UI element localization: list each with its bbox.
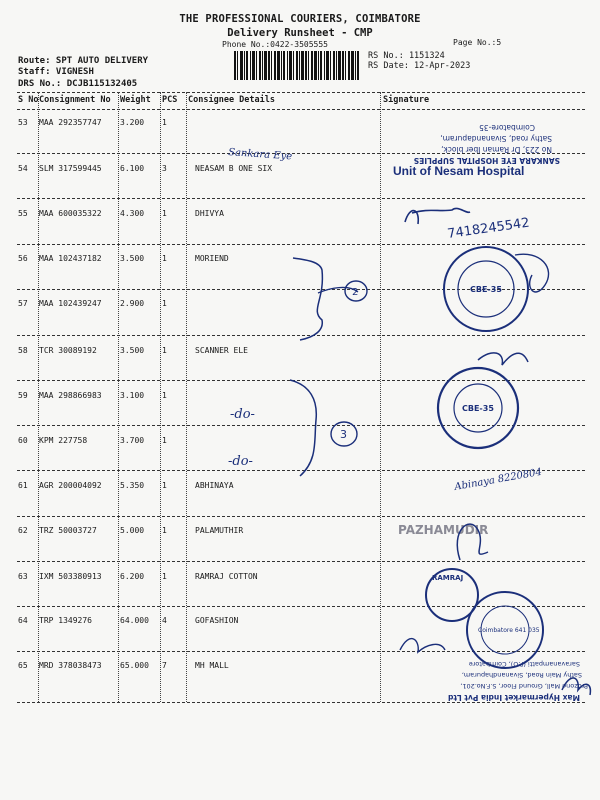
row-consignee: MORIEND: [195, 254, 229, 263]
row-sno: 56: [18, 254, 28, 263]
row-consignment: MAA 600035322: [39, 209, 102, 218]
bracket-rows56-57: [293, 258, 322, 340]
row-pcs: 1: [162, 346, 167, 355]
barcode-image: [233, 50, 361, 81]
row-pcs: 1: [162, 254, 167, 263]
row-rule: [17, 425, 585, 426]
row-rule: [17, 198, 585, 199]
row-consignment: MAA 102439247: [39, 299, 102, 308]
ramraj-stamp: [426, 569, 478, 621]
row-sno: 59: [18, 391, 28, 400]
signature-row64: [400, 639, 445, 652]
sankara-stamp-line2: No 223, Dr Raman Iber block,: [441, 145, 552, 154]
col-consignee: Consignee Details: [188, 95, 275, 105]
signature-row55: [405, 208, 470, 224]
row-rule: [17, 380, 585, 381]
signature-row65: [562, 678, 590, 695]
row-sno: 57: [18, 299, 28, 308]
circle-mark-3-label: 3: [340, 428, 347, 441]
row-pcs: 1: [162, 391, 167, 400]
row-rule: [17, 153, 585, 154]
sankara-stamp-line1: SANKARA EYE HOSPITAL SUPPLIES: [413, 156, 560, 165]
row-weight: 3.500: [120, 254, 145, 263]
signature-row61: Abinaya 8220804: [453, 466, 543, 493]
row-consignment: TRZ 50003727: [39, 526, 97, 535]
row-sno: 55: [18, 209, 28, 218]
company-title: THE PROFESSIONAL COURIERS, COIMBATORE: [179, 13, 421, 25]
coimbatore-seal: [467, 592, 543, 668]
row-consignee: ABHINAYA: [195, 481, 234, 490]
signature-row56: [515, 254, 549, 292]
row-consignment: AGR 200004092: [39, 481, 102, 490]
row-rule: [17, 470, 585, 471]
row-sno: 53: [18, 118, 28, 127]
col-separator: [186, 92, 187, 702]
rs-date: RS Date: 12-Apr-2023: [368, 61, 471, 71]
row-sno: 63: [18, 572, 28, 581]
coimbatore-seal-text: Coimbatore 641 035: [478, 627, 540, 634]
row-consignment: MRD 378038473: [39, 661, 102, 670]
row-consignee: NEASAM B ONE SIX: [195, 164, 273, 173]
row-consignee: DHIVYA: [195, 209, 224, 218]
row-pcs: 4: [162, 616, 167, 625]
row-sno: 58: [18, 346, 28, 355]
page-number: Page No.:5: [453, 38, 502, 47]
row-sno: 64: [18, 616, 28, 625]
table-header-rule: [17, 109, 585, 110]
row-weight: 65.000: [120, 661, 149, 670]
row-rule: [17, 516, 585, 517]
row-consignee: GOFASHION: [195, 616, 239, 625]
row-weight: 6.200: [120, 572, 145, 581]
col-sno: S No: [18, 95, 39, 105]
row-sno: 62: [18, 526, 28, 535]
signature-row62: [457, 524, 488, 560]
sankara-stamp-line4: Coimbatore-35: [479, 123, 535, 132]
handwritten-phone: 7418245542: [446, 215, 531, 242]
pazhamudir-stamp: PAZHAMUDIR: [398, 523, 489, 537]
row-weight: 3.100: [120, 391, 145, 400]
handwritten-do-row60: -do-: [228, 454, 253, 469]
row-rule: [17, 244, 585, 245]
row-weight: 64.000: [120, 616, 149, 625]
row-weight: 4.300: [120, 209, 145, 218]
coimbatore-seal-inner-ring: [481, 606, 529, 654]
row-rule: [17, 606, 585, 607]
max-stamp-line3: Sathy Main Road, Sivanandhapuram,: [461, 671, 582, 679]
row-sno: 54: [18, 164, 28, 173]
row-consignee: RAMRAJ COTTON: [195, 572, 258, 581]
route-label: Route: SPT AUTO DELIVERY: [18, 56, 149, 66]
row-rule: [17, 651, 585, 652]
sankara-stamp: [414, 123, 560, 165]
runsheet-title: Delivery Runsheet - CMP: [227, 27, 373, 39]
drs-number: DRS No.: DCJB115132405: [18, 79, 138, 89]
col-signature: Signature: [383, 95, 430, 105]
automation-stamp-cbe: CBE-35: [470, 285, 502, 294]
signature-row58: [478, 353, 528, 365]
row-consignment: MAA 292357747: [39, 118, 102, 127]
row-weight: 3.200: [120, 118, 145, 127]
row-weight: 5.350: [120, 481, 145, 490]
row-pcs: 1: [162, 118, 167, 127]
scanner-stamp-cbe: CBE-35: [462, 404, 494, 413]
row-consignee: MH MALL: [195, 661, 229, 670]
col-weight: Weight: [120, 95, 151, 105]
sankara-stamp-line3: Sathy road, Sivanandapuram,: [440, 134, 552, 143]
row-rule: [17, 335, 585, 336]
row-consignment: TCR 30089192: [39, 346, 97, 355]
circle-mark-2: [345, 281, 367, 301]
row-pcs: 1: [162, 481, 167, 490]
unit-nesam-stamp: Unit of Nesam Hospital: [393, 164, 525, 178]
max-stamp-line1: Max Hypermarket India Pvt Ltd: [448, 693, 580, 702]
table-bottom-rule: [17, 702, 585, 703]
bracket-rows59-60: [290, 380, 316, 476]
col-consignment: Consignment No: [39, 95, 111, 105]
row-pcs: 1: [162, 299, 167, 308]
rs-number: RS No.: 1151324: [368, 51, 445, 61]
max-hypermarket-stamp: [448, 660, 588, 702]
row-sno: 61: [18, 481, 28, 490]
max-stamp-line2: Prozone Mall, Ground Floor, S.F.No.201,: [460, 682, 588, 690]
staff-label: Staff: VIGNESH: [18, 67, 94, 77]
row-pcs: 1: [162, 209, 167, 218]
col-separator: [160, 92, 161, 702]
row-consignment: MAA 298866983: [39, 391, 102, 400]
row-consignee: PALAMUTHIR: [195, 526, 244, 535]
phone-number: Phone No.:0422-3505555: [222, 40, 328, 49]
row-consignment: MAA 102437182: [39, 254, 102, 263]
row-weight: 6.100: [120, 164, 145, 173]
col-pcs: PCS: [162, 95, 178, 105]
col-separator: [118, 92, 119, 702]
ramraj-stamp-label: RAMRAJ: [432, 574, 464, 582]
row-pcs: 3: [162, 164, 167, 173]
row-consignment: IXM 503380913: [39, 572, 102, 581]
row-weight: 3.700: [120, 436, 145, 445]
row-weight: 3.500: [120, 346, 145, 355]
row-consignee: SCANNER ELE: [195, 346, 248, 355]
col-separator: [380, 92, 381, 702]
table-header: [17, 95, 585, 109]
row-pcs: 1: [162, 572, 167, 581]
table-top-rule: [17, 92, 585, 93]
row-pcs: 7: [162, 661, 167, 670]
circle-mark-2-label: 2: [352, 287, 359, 298]
row-sno: 65: [18, 661, 28, 670]
row-consignment: KPM 227758: [39, 436, 88, 445]
max-stamp-line4: Saravanampatti (P.O), Coimbatore: [468, 660, 580, 668]
row-pcs: 1: [162, 526, 167, 535]
row-sno: 60: [18, 436, 28, 445]
row-pcs: 1: [162, 436, 167, 445]
row-rule: [17, 561, 585, 562]
handwritten-do-row59: -do-: [230, 407, 255, 422]
row-weight: 5.000: [120, 526, 145, 535]
row-rule: [17, 289, 585, 290]
handwritten-sankara-eye: Sankara Eye: [227, 147, 293, 163]
row-weight: 2.900: [120, 299, 145, 308]
row-consignment: SLM 317599445: [39, 164, 102, 173]
row-consignment: TRP 1349276: [39, 616, 92, 625]
